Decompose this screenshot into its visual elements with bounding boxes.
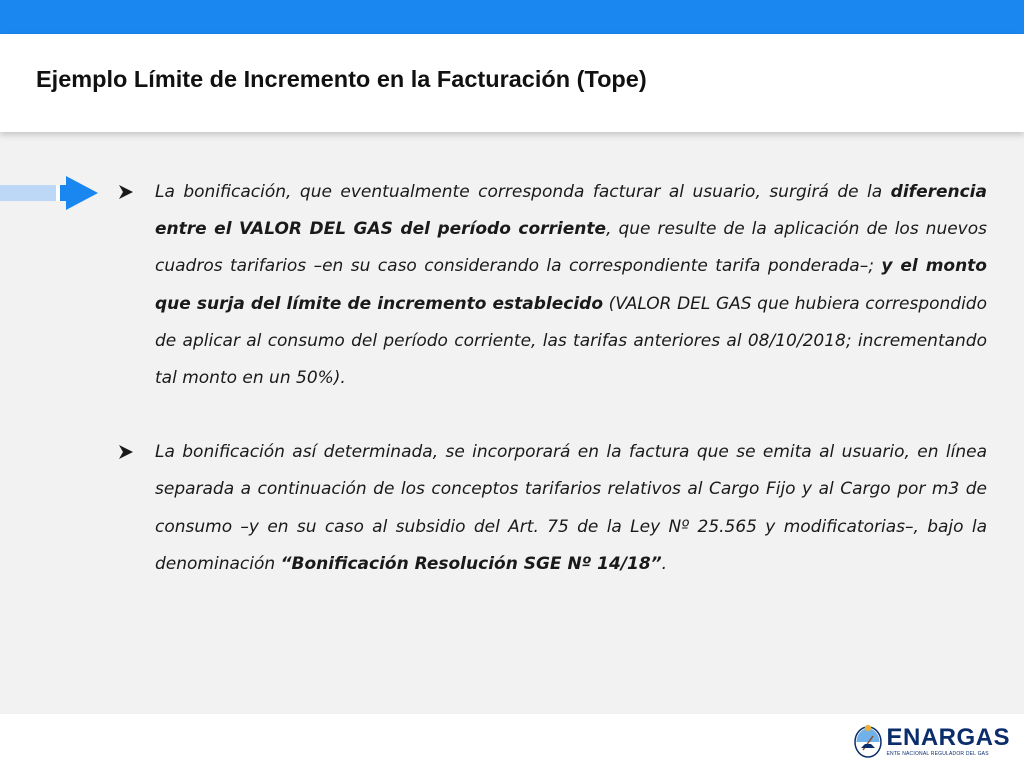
arrowhead-bullet-icon bbox=[118, 184, 134, 200]
bullet-item bbox=[118, 174, 987, 397]
top-accent-bar bbox=[0, 0, 1024, 34]
bullet-text-segment: , que resulte de la aplicación de los nuevos cuadros tarifarios –en su caso considerando la correspondiente tarifa ponderada–; bbox=[155, 219, 988, 277]
arrowhead-bullet-icon bbox=[118, 444, 134, 460]
bullet-text-segment: . bbox=[661, 553, 668, 574]
bullet-list bbox=[118, 174, 987, 583]
logo-name: ENARGAS bbox=[886, 723, 1010, 751]
national-emblem-icon bbox=[853, 722, 883, 760]
bullet-text-segment: (VALOR DEL GAS que hubiera correspondido de aplicar al consumo del período corriente, las tarifas anteriores al 08/10/2018; incrementando tal monto en un 50%). bbox=[155, 293, 987, 389]
bullet-text-emphasis: y el monto que surja del límite de incremento establecido bbox=[155, 256, 987, 314]
bullet-text-segment: La bonificación así determinada, se incorporará en la factura que se emita al usuario, en línea separada a continuación de los conceptos tarifarios relativos al Cargo Fijo y al Cargo por m3 de consumo –y en su caso al subsidio del Art. 75 de la Ley Nº 25.565 y modificatorias–, bajo la denominación bbox=[155, 442, 987, 574]
logo-tagline: ENTE NACIONAL REGULADOR DEL GAS bbox=[886, 750, 989, 757]
title-band bbox=[0, 34, 1024, 132]
slide-title: Ejemplo Límite de Incremento en la Facturación (Tope) bbox=[36, 66, 647, 92]
bullet-text-emphasis: diferencia entre el VALOR DEL GAS del período corriente bbox=[155, 182, 987, 240]
bullet-text-segment: La bonificación, que eventualmente corresponda facturar al usuario, surgirá de la bbox=[155, 182, 891, 202]
enargas-logo bbox=[853, 721, 1010, 761]
bullet-text-emphasis: “Bonificación Resolución SGE Nº 14/18” bbox=[280, 553, 662, 574]
pointer-arrow-icon bbox=[0, 172, 100, 214]
bullet-item bbox=[118, 434, 987, 583]
